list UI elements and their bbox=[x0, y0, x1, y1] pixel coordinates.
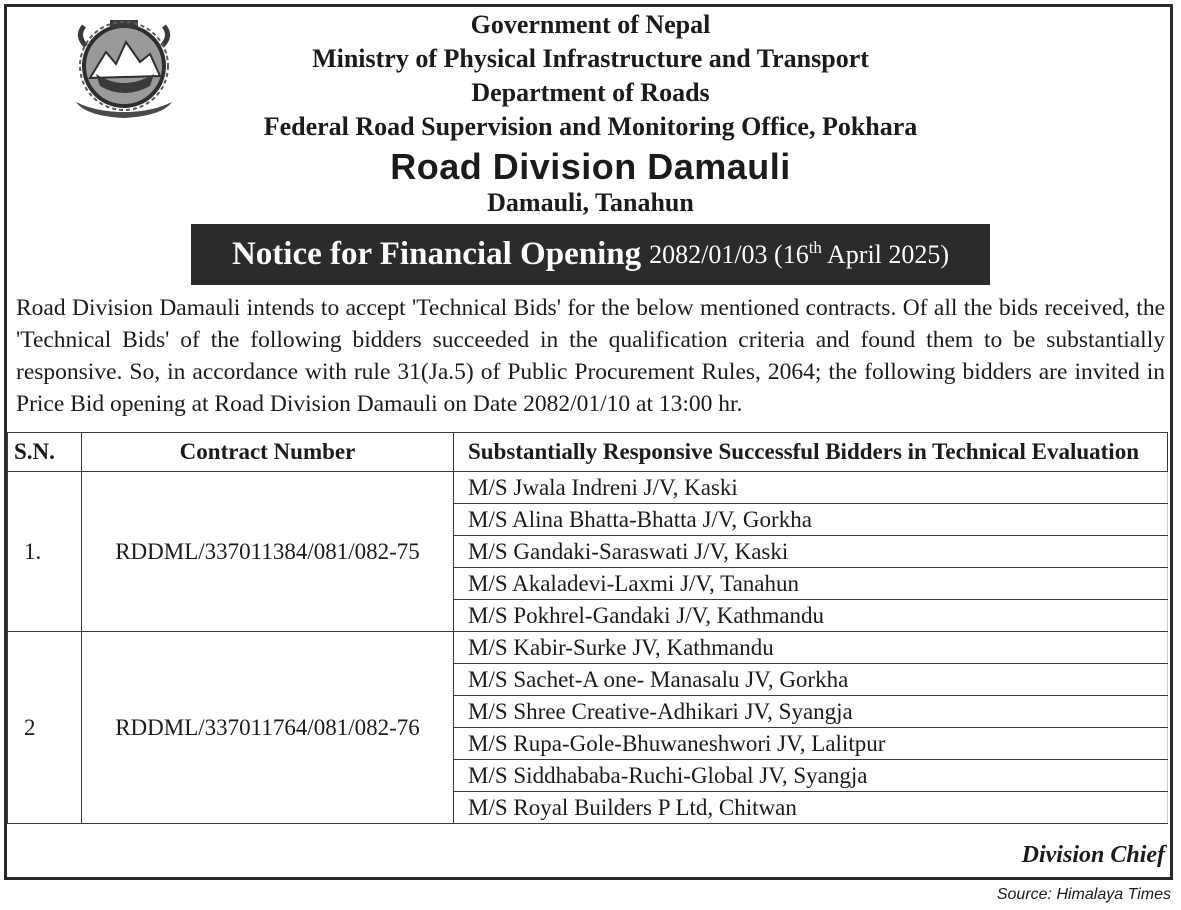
notice-banner bbox=[191, 224, 990, 285]
header-bidders: Substantially Responsive Successful Bidders in Technical Evaluation bbox=[454, 433, 1168, 472]
location-subtitle: Damauli, Tanahun bbox=[487, 188, 694, 217]
bidder-cell: M/S Kabir-Surke JV, Kathmandu bbox=[454, 632, 1168, 664]
intro-paragraph: Road Division Damauli intends to accept 'Technical Bids' for the below mentioned contracts. Of all the bids received, the 'Technical Bids' of the following bidders succeeded in the qualification criteria and found them to be substantially responsive. So, in accordance with rule 31(Ja.5) of Public Procurement Rules, 2064; the following bidders are invited in Price Bid opening at Road Division Damauli on Date 2082/01/10 at 13:00 hr. bbox=[16, 295, 1165, 417]
table-header-row bbox=[8, 433, 1168, 472]
bidder-cell: M/S Rupa-Gole-Bhuwaneshwori JV, Lalitpur bbox=[454, 728, 1168, 760]
ministry-title: Ministry of Physical Infrastructure and Transport bbox=[312, 44, 869, 73]
table-row bbox=[8, 472, 1168, 504]
signature-division-chief: Division Chief bbox=[1021, 842, 1165, 868]
notice-date-suffix-th: th bbox=[808, 237, 822, 257]
row-contract-number: RDDML/337011384/081/082-75 bbox=[82, 472, 454, 632]
bidder-cell: M/S Shree Creative-Adhikari JV, Syangja bbox=[454, 696, 1168, 728]
bidder-cell: M/S Pokhrel-Gandaki J/V, Kathmandu bbox=[454, 600, 1168, 632]
division-title: Road Division Damauli bbox=[390, 146, 791, 187]
source-credit: Source: Himalaya Times bbox=[996, 886, 1171, 903]
bidders-table bbox=[7, 432, 1168, 824]
bidder-cell: M/S Siddhababa-Ruchi-Global JV, Syangja bbox=[454, 760, 1168, 792]
bidder-cell: M/S Sachet-A one- Manasalu JV, Gorkha bbox=[454, 664, 1168, 696]
row-sn: 2 bbox=[8, 632, 82, 824]
bidder-cell: M/S Jwala Indreni J/V, Kaski bbox=[454, 472, 1168, 504]
notice-date bbox=[649, 237, 950, 270]
header-contract-number: Contract Number bbox=[82, 433, 454, 472]
notice-date-rest: April 2025) bbox=[821, 239, 950, 269]
bidder-cell: M/S Gandaki-Saraswati J/V, Kaski bbox=[454, 536, 1168, 568]
government-title: Government of Nepal bbox=[470, 10, 711, 39]
notice-date-prefix: 2082/01/03 (16 bbox=[649, 239, 809, 269]
row-sn: 1. bbox=[8, 472, 82, 632]
bidder-cell: M/S Royal Builders P Ltd, Chitwan bbox=[454, 792, 1168, 824]
notice-title: Notice for Financial Opening bbox=[231, 236, 642, 272]
table-row bbox=[8, 632, 1168, 664]
office-title: Federal Road Supervision and Monitoring Office, Pokhara bbox=[263, 112, 918, 141]
bidder-cell: M/S Akaladevi-Laxmi J/V, Tanahun bbox=[454, 568, 1168, 600]
header-sn: S.N. bbox=[8, 433, 82, 472]
bidder-cell: M/S Alina Bhatta-Bhatta J/V, Gorkha bbox=[454, 504, 1168, 536]
row-contract-number: RDDML/337011764/081/082-76 bbox=[82, 632, 454, 824]
department-title: Department of Roads bbox=[471, 78, 710, 107]
